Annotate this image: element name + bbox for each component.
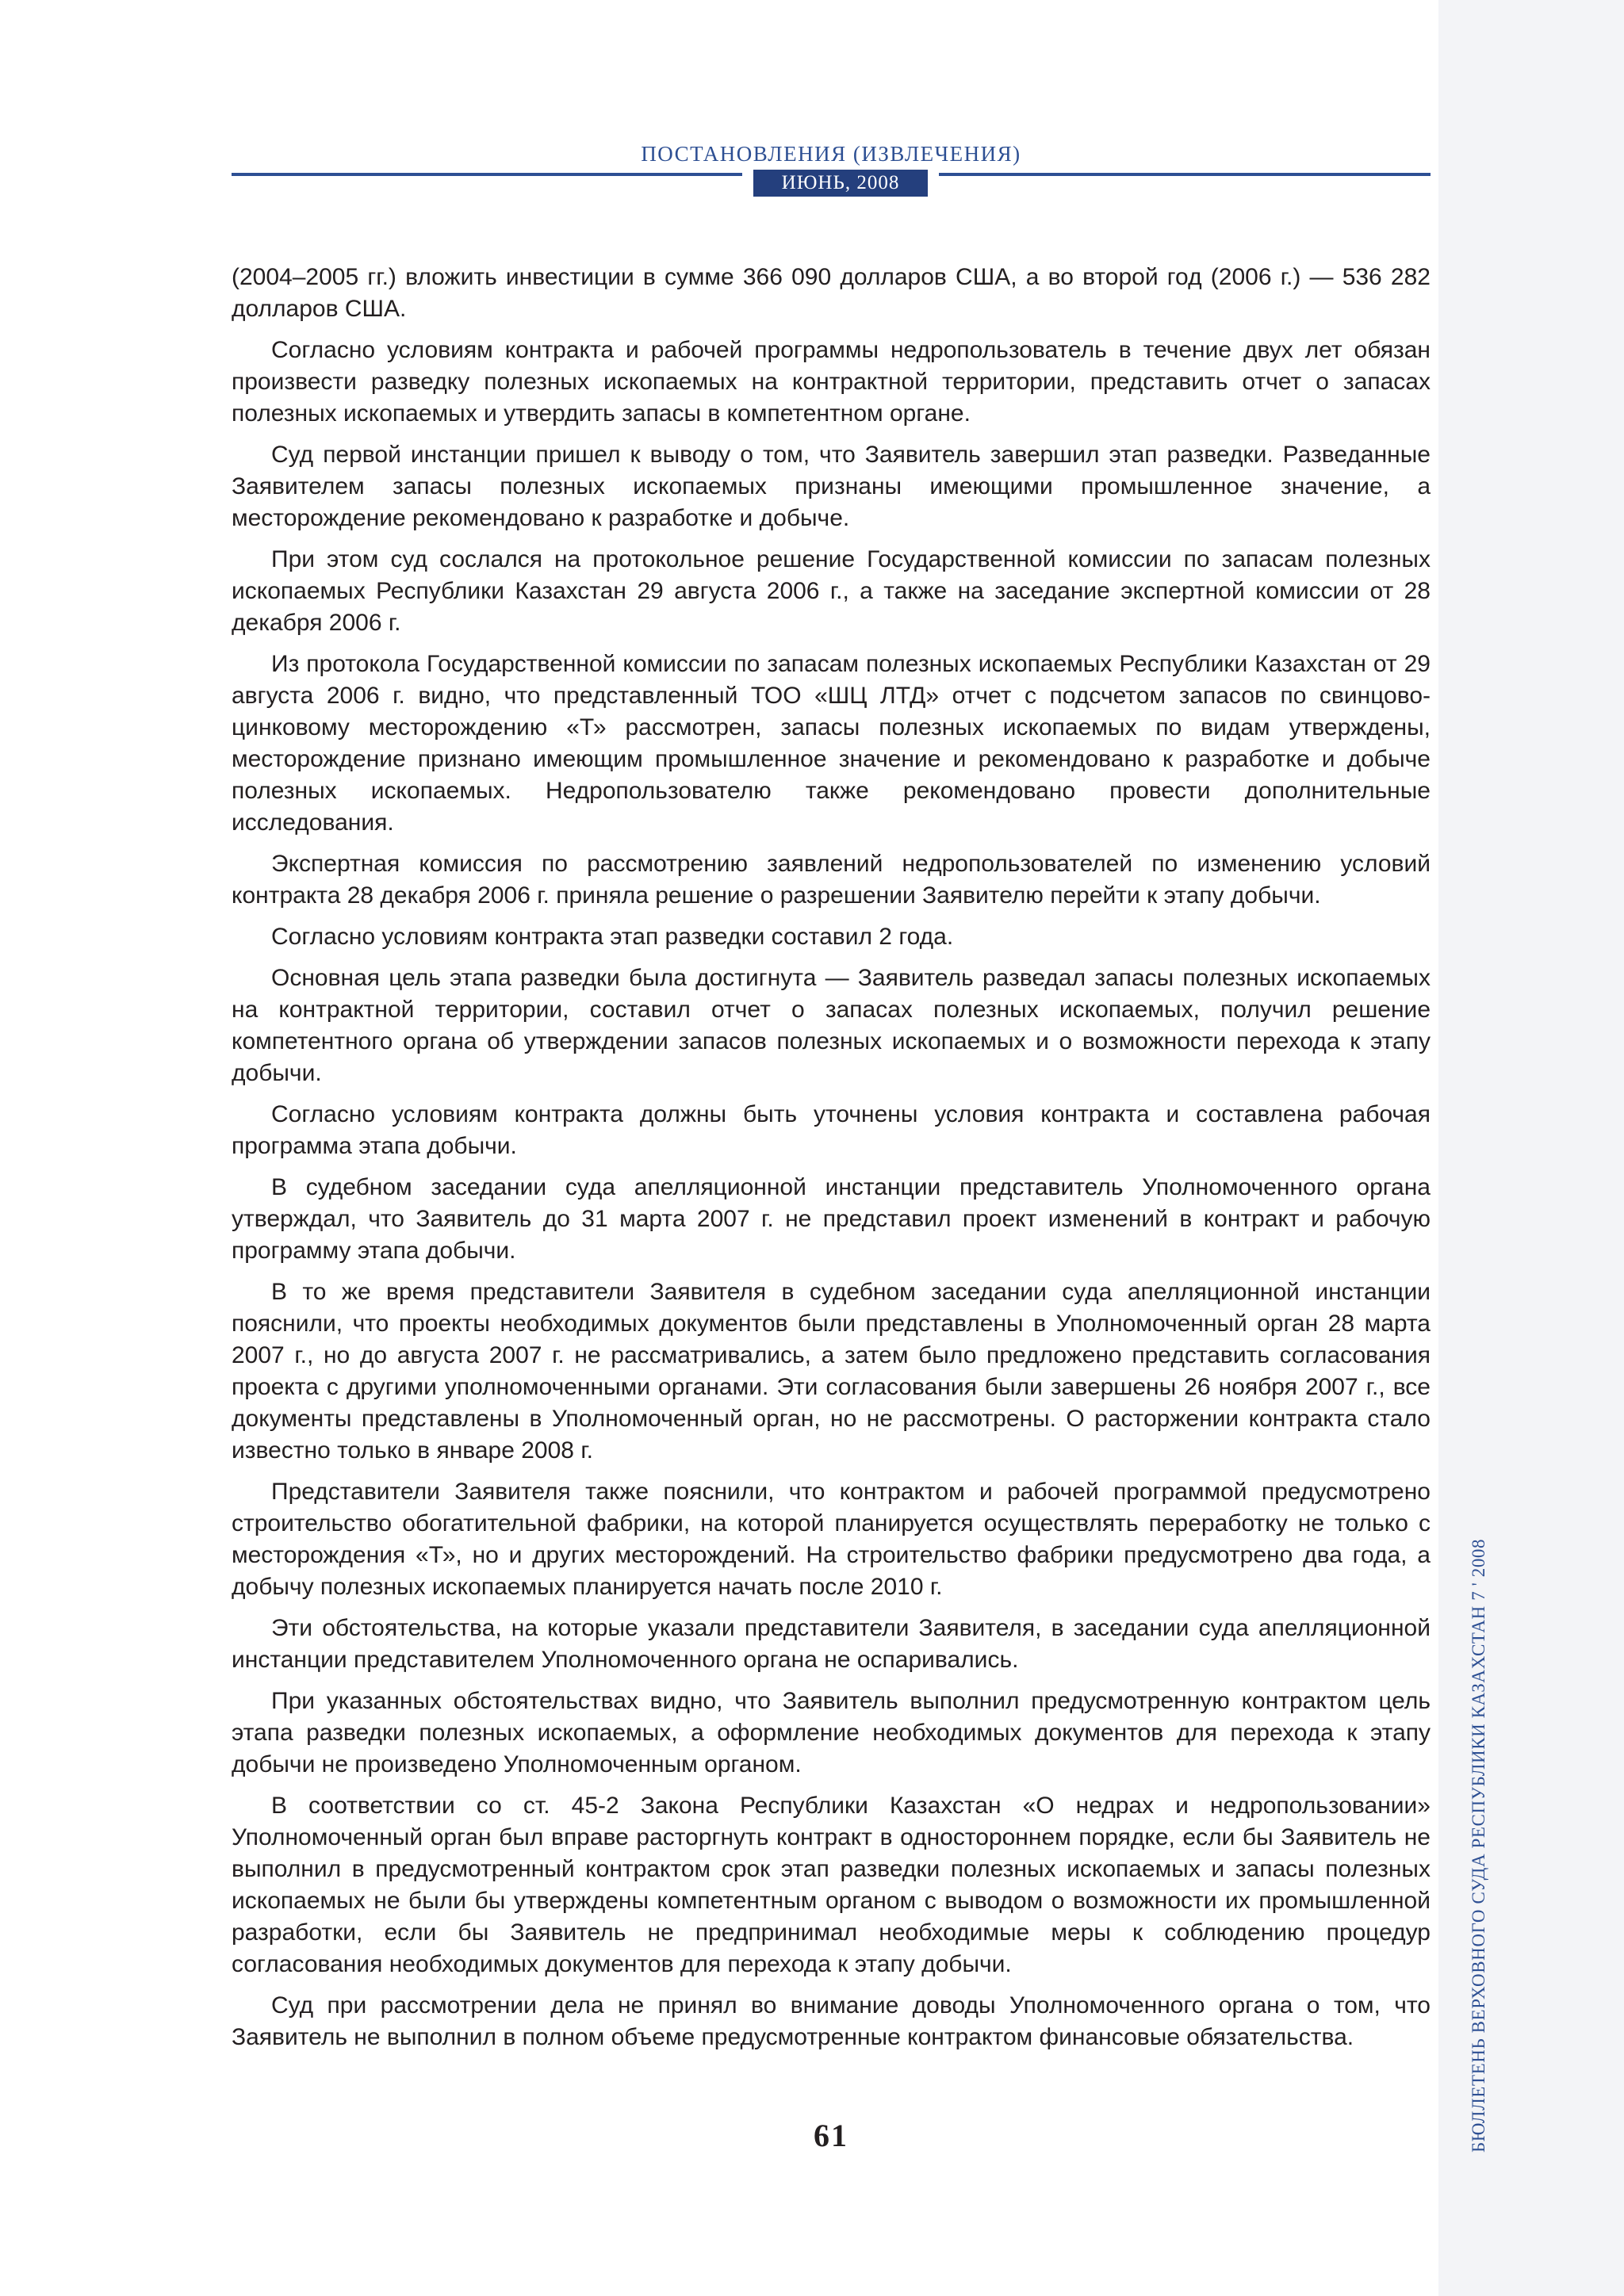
paragraph: Согласно условиям контракта должны быть уточнены условия контракта и составлена рабочая программа этапа добычи. xyxy=(232,1101,1431,1159)
paragraph: При указанных обстоятельствах видно, что Заявитель выполнил предусмотренную контрактом цель этапа разведки полезных ископаемых, а оформление необходимых документов для перехода к этапу добычи не произведено Уполномоченным органом. xyxy=(232,1688,1431,1777)
paragraph: В соответствии со ст. 45-2 Закона Республики Казахстан «О недрах и недропользовании» Уполномоченный орган был вправе расторгнуть контракт в одностороннем порядке, если бы Заявитель не выполнил в предусмотренный контрактом срок этап разведки полезных ископаемых и запасы полезных ископаемых не были бы утверждены компетентным органом с выводом о возможности их промышленной разработки, если бы Заявитель не предпринимал необходимые меры к соблюдению процедур согласования необходимых документов для перехода к этапу добычи. xyxy=(232,1793,1431,1977)
issue-date-badge: ИЮНЬ, 2008 xyxy=(753,170,928,197)
paragraph: Суд первой инстанции пришел к выводу о том, что Заявитель завершил этап разведки. Разведанные Заявителем запасы полезных ископаемых признаны имеющими промышленное значение, а месторождение рекомендовано к разработке и добыче. xyxy=(232,442,1431,531)
paragraph: Экспертная комиссия по рассмотрению заявлений недропользователей по изменению условий контракта 28 декабря 2006 г. приняла решение о разрешении Заявителю перейти к этапу добычи. xyxy=(232,851,1431,909)
paragraph: При этом суд сослался на протокольное решение Государственной комиссии по запасам полезных ископаемых Республики Казахстан 29 августа 2006 г., а также на заседание экспертной комиссии от 28 декабря 2006 г. xyxy=(232,546,1431,636)
paragraph: (2004–2005 гг.) вложить инвестиции в сумме 366 090 долларов США, а во второй год (2006 г.) — 536 282 долларов США. xyxy=(232,264,1431,322)
paragraph: Суд при рассмотрении дела не принял во внимание доводы Уполномоченного органа о том, что Заявитель не выполнил в полном объеме предусмотренные контрактом финансовые обязательства. xyxy=(232,1992,1431,2050)
paragraph: Согласно условиям контракта этап разведки составил 2 года. xyxy=(271,924,954,950)
paragraph: В судебном заседании суда апелляционной инстанции представитель Уполномоченного органа утверждал, что Заявитель до 31 марта 2007 г. не представил проект изменений в контракт и рабочую программу этапа добычи. xyxy=(232,1174,1431,1264)
paragraph: Из протокола Государственной комиссии по запасам полезных ископаемых Республики Казахстан от 29 августа 2006 г. видно, что представленный ТОО «ШЦ ЛТД» отчет с подсчетом запасов по свинцово-цинковому месторождению «Т» рассмотрен, запасы полезных ископаемых по видам утверждены, месторождение признано имеющим промышленное значение и рекомендовано к разработке и добыче полезных ископаемых. Недропользователю также рекомендовано провести дополнительные исследования. xyxy=(232,651,1431,836)
paragraph: Основная цель этапа разведки была достигнута — Заявитель разведал запасы полезных ископаемых на контрактной территории, составил отчет о запасах полезных ископаемых, получил решение компетентного органа об утверждении запасов полезных ископаемых и о возможности перехода к этапу добычи. xyxy=(232,965,1431,1086)
journal-side-caption: БЮЛЛЕТЕНЬ ВЕРХОВНОГО СУДА РЕСПУБЛИКИ КАЗАХСТАН 7 ' 2008 xyxy=(1469,1538,1488,2152)
section-title: ПОСТАНОВЛЕНИЯ (ИЗВЛЕЧЕНИЯ) xyxy=(641,142,1021,166)
header-rule-right xyxy=(939,173,1431,176)
paragraph: Представители Заявителя также пояснили, что контрактом и рабочей программой предусмотрено строительство обогатительной фабрики, на которой планируется осуществлять переработку не только с месторождения «Т», но и других месторождений. На строительство фабрики предусмотрено два года, а добычу полезных ископаемых планируется начать после 2010 г. xyxy=(232,1479,1431,1600)
document-body xyxy=(232,262,1431,2063)
paragraph: Эти обстоятельства, на которые указали представители Заявителя, в заседании суда апелляционной инстанции представителем Уполномоченного органа не оспаривались. xyxy=(232,1615,1431,1673)
page-header xyxy=(232,140,1431,203)
paragraph: Согласно условиям контракта и рабочей программы недропользователь в течение двух лет обязан произвести разведку полезных ископаемых на контрактной территории, представить отчет о запасах полезных ископаемых и утвердить запасы в компетентном органе. xyxy=(232,337,1431,427)
page-number: 61 xyxy=(814,2118,848,2153)
header-rule-left xyxy=(232,173,742,176)
paragraph: В то же время представители Заявителя в судебном заседании суда апелляционной инстанции пояснили, что проекты необходимых документов были представлены в Уполномоченный орган 28 марта 2007 г., но до августа 2007 г. не рассматривались, а затем было предложено представить согласования проекта с другими уполномоченными органами. Эти согласования были завершены 26 ноября 2007 г., все документы представлены в Уполномоченный орган, но не рассмотрены. О расторжении контракта стало известно только в январе 2008 г. xyxy=(232,1279,1431,1464)
